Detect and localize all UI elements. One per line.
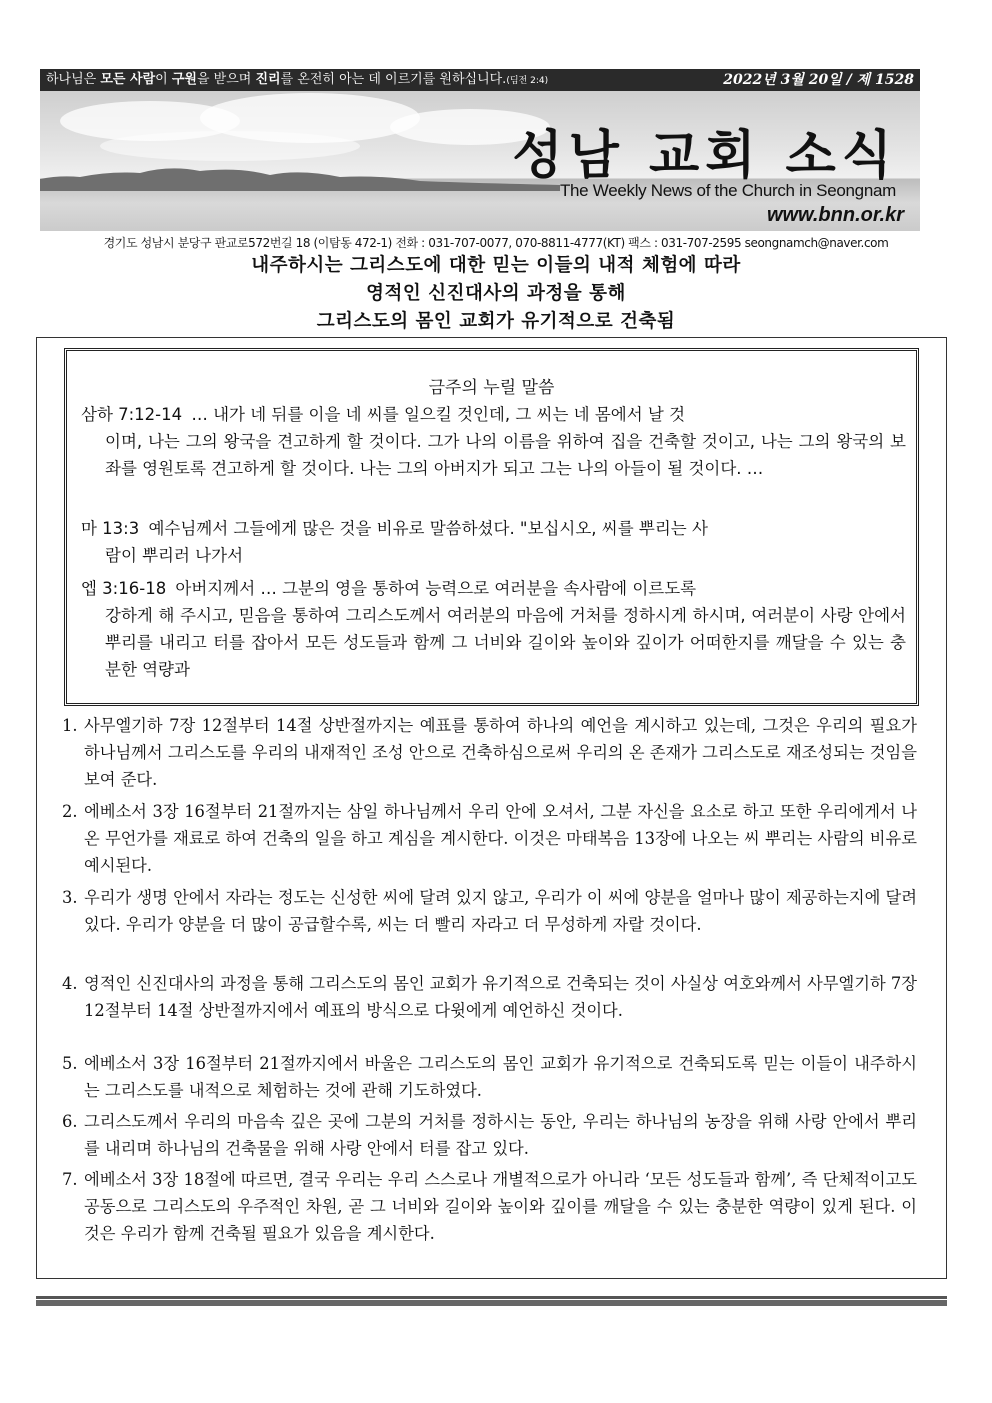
point-number: 2. — [62, 802, 78, 821]
point-item — [62, 712, 917, 793]
verse-text: … 내가 네 뒤를 이을 네 씨를 일으킬 것인데, 그 씨는 네 몸에서 날 것 — [186, 405, 686, 424]
point-number: 6. — [62, 1112, 78, 1131]
verse-continuation: 강하게 해 주시고, 믿음을 통하여 그리스도께서 여러분의 마음에 거처를 정하시게 하시며, 여러분이 사랑 안에서 뿌리를 내리고 터를 잡아서 모든 성도들과 함께 그 너비와 길이와 높이와 깊이가 어떠한지를 깨달을 수 있는 충분한 역량과 — [105, 606, 906, 679]
point-item — [62, 970, 917, 1024]
masthead-banner — [40, 91, 920, 231]
issue-date: 2022년 3월 20일 / 제 1528 — [723, 72, 914, 88]
motto-reference: (딤전 2:4) — [506, 76, 549, 86]
point-number: 1. — [62, 716, 78, 735]
point-item — [62, 1050, 917, 1104]
footer-rule — [36, 1296, 947, 1299]
point-number: 5. — [62, 1054, 78, 1073]
verse-text: 예수님께서 그들에게 많은 것을 비유로 말씀하셨다. "보십시오, 씨를 뿌리는 사 — [143, 519, 708, 538]
verse-item — [81, 515, 906, 569]
footer-rule — [36, 1300, 947, 1306]
point-item — [62, 1108, 917, 1162]
newsletter-subtitle: The Weekly News of the Church in Seongnam — [559, 181, 896, 200]
point-item — [62, 884, 917, 938]
point-item — [62, 798, 917, 879]
point-text: 사무엘기하 7장 12절부터 14절 상반절까지는 예표를 통하여 하나의 예언을 계시하고 있는데, 그것은 우리의 필요가 하나님께서 그리스도를 우리의 내재적인 조성 안으로 건축하심으로써 우리의 온 존재가 그리스도로 재조성되는 것임을 보여 준다. — [84, 716, 917, 789]
point-text: 에베소서 3장 18절에 따르면, 결국 우리는 우리 스스로나 개별적으로가 아니라 ‘모든 성도들과 함께’, 즉 단체적이고도 공동으로 그리스도의 우주적인 차원, 곧 그 너비와 길이와 높이와 깊이를 깨달을 수 있는 충분한 역량이 있게 된다. 이것은 우리가 함께 건축될 필요가 있음을 계시한다. — [84, 1170, 917, 1243]
motto: 하나님은 모든 사람이 구원을 받으며 진리를 온전히 아는 데 이르기를 원하십니다.(딤전 2:4) — [46, 72, 549, 87]
point-text: 에베소서 3장 16절부터 21절까지는 삼일 하나님께서 우리 안에 오셔서, 그분 자신을 요소로 하고 또한 우리에게서 나온 무언가를 재료로 하여 건축의 일을 하고 계심을 계시한다. 이것은 마태복음 13장에 나오는 씨 뿌리는 사람의 비유로 예시된다. — [84, 802, 917, 875]
church-address: 경기도 성남시 분당구 판교로572번길 18 (이탐동 472-1) 전화 : 031-707-0077, 070-8811-4777(KT) 팩스 : 031-707-2595 seongnamch@naver.com — [103, 236, 889, 250]
verse-text: 아버지께서 … 그분의 영을 통하여 능력으로 여러분을 속사람에 이르도록 — [170, 579, 697, 598]
point-text: 영적인 신진대사의 과정을 통해 그리스도의 몸인 교회가 유기적으로 건축되는 것이 사실상 여호와께서 사무엘기하 7장 12절부터 14절 상반절까지에서 예표의 방식으로 다윗에게 예언하신 것이다. — [84, 974, 917, 1020]
point-number: 3. — [62, 888, 78, 907]
verse-reference: 마 13:3 — [81, 519, 140, 538]
verse-item — [81, 575, 906, 683]
verse-reference: 삼하 7:12-14 — [81, 405, 183, 424]
verses-title: 금주의 누릴 말씀 — [428, 378, 555, 398]
hills-silhouette — [40, 161, 560, 191]
verse-continuation: 람이 뿌리러 나가서 — [105, 546, 244, 565]
newsletter-title: 성남 교회 소식 — [512, 126, 898, 186]
point-item — [62, 1166, 917, 1247]
point-text: 우리가 생명 안에서 자라는 정도는 신성한 씨에 달려 있지 않고, 우리가 이 씨에 양분을 얼마나 많이 제공하는지에 달려 있다. 우리가 양분을 더 많이 공급할수록, 씨는 더 빨리 자라고 더 무성하게 자랄 것이다. — [84, 888, 917, 934]
headline-line: 영적인 신진대사의 과정을 통해 — [366, 283, 626, 304]
point-number: 7. — [62, 1170, 78, 1189]
point-text: 에베소서 3장 16절부터 21절까지에서 바울은 그리스도의 몸인 교회가 유기적으로 건축되도록 믿는 이들이 내주하시는 그리스도를 내적으로 체험하는 것에 관해 기도하였다. — [84, 1054, 917, 1100]
website-link[interactable]: www.bnn.or.kr — [766, 204, 904, 226]
point-number: 4. — [62, 974, 78, 993]
headline-line: 그리스도의 몸인 교회가 유기적으로 건축됨 — [316, 311, 676, 332]
verses-box — [64, 348, 919, 706]
headline-line: 내주하시는 그리스도에 대한 믿는 이들의 내적 체험에 따라 — [251, 255, 741, 276]
verse-continuation: 이며, 나는 그의 왕국을 견고하게 할 것이다. 그가 나의 이름을 위하여 집을 건축할 것이고, 나는 그의 왕국의 보좌를 영원토록 견고하게 할 것이다. 나는 그의 아버지가 되고 그는 나의 아들이 될 것이다. … — [105, 432, 906, 478]
point-text: 그리스도께서 우리의 마음속 깊은 곳에 그분의 거처를 정하시는 동안, 우리는 하나님의 농장을 위해 사랑 안에서 뿌리를 내리며 하나님의 건축물을 위해 사랑 안에서 터를 잡고 있다. — [84, 1112, 917, 1158]
headline — [0, 252, 992, 336]
motto-bar — [40, 69, 920, 91]
verse-reference: 엡 3:16-18 — [81, 579, 167, 598]
verse-item — [81, 401, 906, 482]
